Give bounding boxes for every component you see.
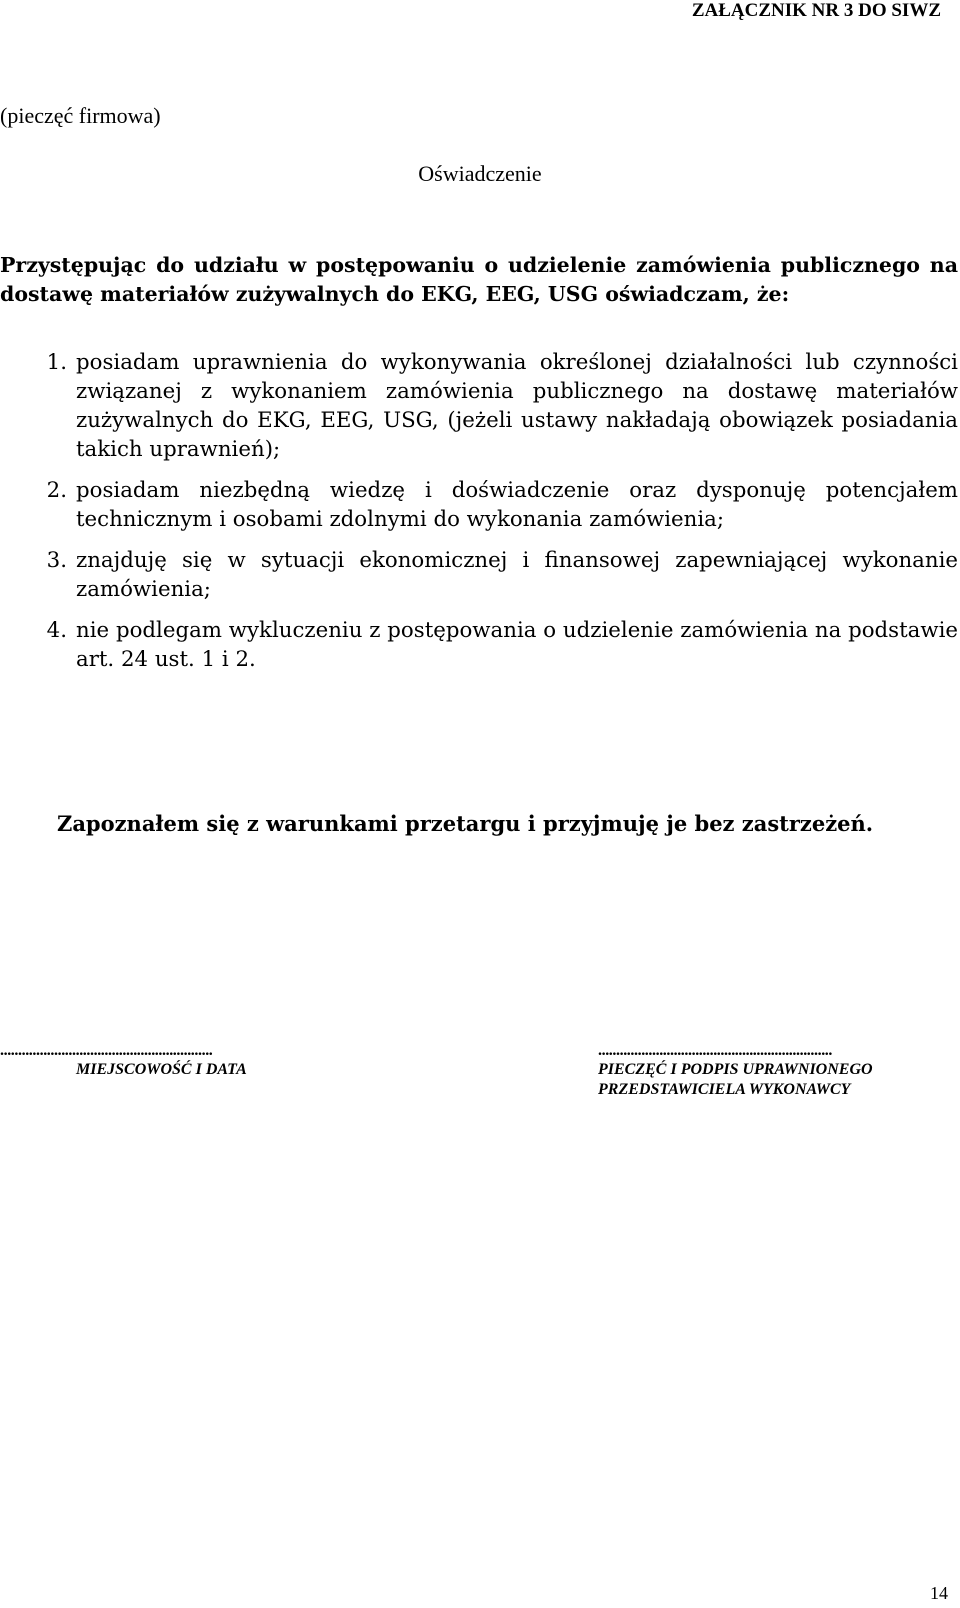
intro-paragraph: Przystępując do udziału w postępowaniu o udzielenie zamówienia publicznego na dostawę materiałów zużywalnych do EKG, EEG, USG oświadczam, że: <box>0 253 958 306</box>
declaration-number: 3. <box>46 548 67 573</box>
declaration-text: posiadam niezbędną wiedzę i doświadczenie oraz dysponuję potencjałem technicznym i osobami zdolnymi do wykonania zamówienia; <box>76 478 958 532</box>
signature-caption-line2: PRZEDSTAWICIELA WYKONAWCY <box>598 1081 851 1098</box>
declaration-item <box>0 546 958 604</box>
place-date-caption: MIEJSCOWOŚĆ I DATA <box>76 1061 247 1078</box>
page-number: 14 <box>930 1583 948 1603</box>
annex-label: ZAŁĄCZNIK NR 3 DO SIWZ <box>691 0 941 21</box>
declaration-text: nie podlegam wykluczeniu z postępowania o udzielenie zamówienia na podstawie art. 24 ust. 1 i 2. <box>76 618 958 672</box>
company-stamp-label: (pieczęć firmowa) <box>0 103 161 128</box>
representative-signature-block <box>598 1044 956 1100</box>
acknowledgement-statement: Zapoznałem się z warunkami przetargu i przyjmuję je bez zastrzeżeń. <box>57 811 874 836</box>
declaration-text: znajduję się w sytuacji ekonomicznej i finansowej zapewniającej wykonanie zamówienia; <box>76 548 958 602</box>
declaration-text: posiadam uprawnienia do wykonywania określonej działalności lub czynności związanej z wykonaniem zamówienia publicznego na dostawę materiałów zużywalnych do EKG, EEG, USG, (jeżeli ustawy nakładają obowiązek posiadania takich uprawnień); <box>76 350 958 462</box>
declaration-number: 1. <box>46 350 67 375</box>
declaration-item <box>0 616 958 674</box>
declaration-number: 4. <box>46 618 67 643</box>
signature-caption-line1: PIECZĘĆ I PODPIS UPRAWNIONEGO <box>598 1061 873 1078</box>
declaration-item <box>0 476 958 534</box>
declaration-item <box>0 348 958 464</box>
place-date-dotted-line: ........................................................... <box>0 1044 213 1058</box>
declarations-list <box>0 348 958 686</box>
declaration-number: 2. <box>46 478 67 503</box>
document-title: Oświadczenie <box>418 161 542 186</box>
signature-dotted-line: ................................................................. <box>598 1044 833 1058</box>
place-date-signature-block <box>0 1044 330 1080</box>
